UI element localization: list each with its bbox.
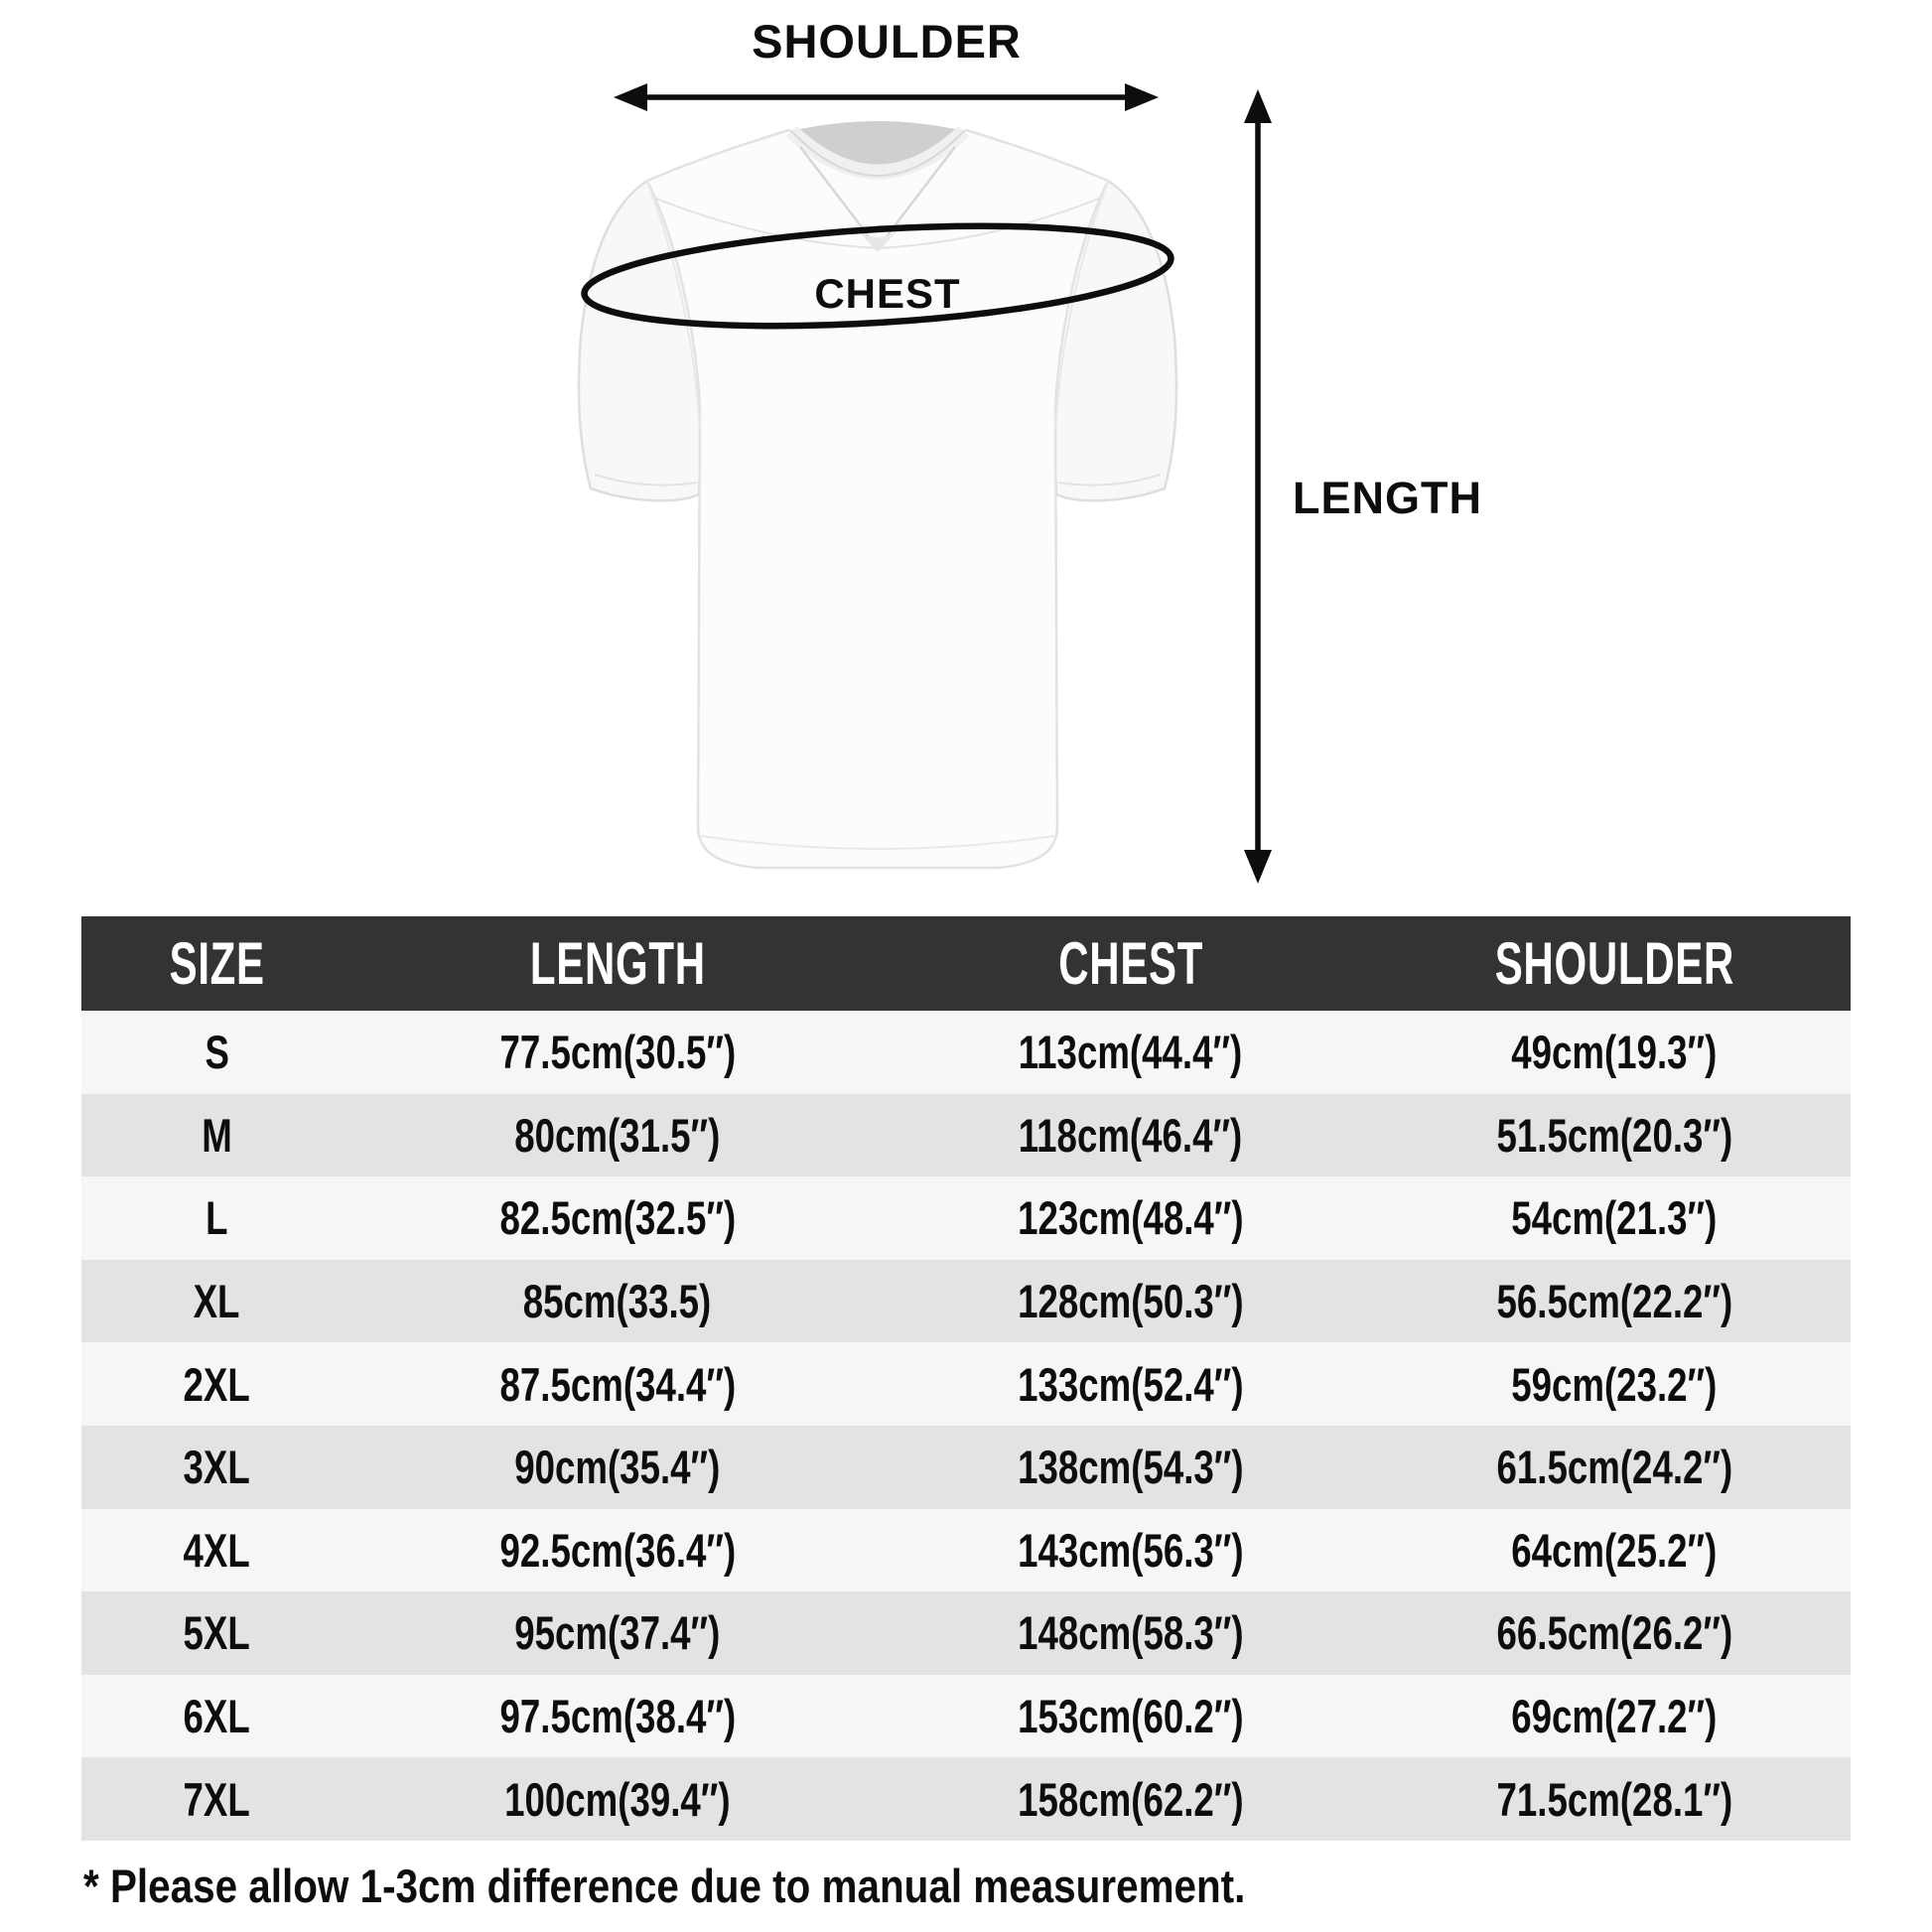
cell-chest: 123cm(48.4″) (1017, 1191, 1244, 1245)
cell-chest: 143cm(56.3″) (1017, 1523, 1244, 1577)
cell-shoulder: 56.5cm(22.2″) (1496, 1275, 1732, 1328)
jersey-measurement-diagram (0, 0, 1932, 916)
shoulder-arrow (614, 83, 1159, 111)
table-row (81, 1509, 1851, 1592)
cell-length: 77.5cm(30.5″) (499, 1026, 736, 1079)
cell-shoulder: 69cm(27.2″) (1511, 1690, 1718, 1743)
cell-chest: 158cm(62.2″) (1017, 1772, 1244, 1826)
chest-label: CHEST (814, 270, 961, 317)
table-row (81, 1675, 1851, 1758)
cell-length: 92.5cm(36.4″) (499, 1523, 736, 1577)
table-row (81, 1011, 1851, 1094)
cell-chest: 148cm(58.3″) (1017, 1606, 1244, 1660)
cell-length: 90cm(35.4″) (514, 1441, 721, 1494)
table-row (81, 1260, 1851, 1343)
header-length: LENGTH (529, 930, 706, 997)
cell-chest: 138cm(54.3″) (1017, 1441, 1244, 1494)
cell-shoulder: 51.5cm(20.3″) (1496, 1108, 1732, 1162)
cell-shoulder: 66.5cm(26.2″) (1496, 1606, 1732, 1660)
cell-chest: 118cm(46.4″) (1018, 1108, 1243, 1162)
cell-size: M (202, 1108, 232, 1162)
cell-length: 100cm(39.4″) (504, 1772, 731, 1826)
cell-shoulder: 71.5cm(28.1″) (1496, 1772, 1732, 1826)
measurement-disclaimer: * Please allow 1-3cm difference due to manual measurement. (83, 1860, 1246, 1912)
cell-length: 97.5cm(38.4″) (499, 1690, 736, 1743)
cell-shoulder: 61.5cm(24.2″) (1496, 1441, 1732, 1494)
cell-chest: 113cm(44.4″) (1018, 1026, 1243, 1079)
cell-shoulder: 54cm(21.3″) (1511, 1191, 1718, 1245)
cell-size: 2XL (183, 1357, 250, 1411)
shoulder-label: SHOULDER (752, 15, 1022, 68)
cell-size: S (205, 1026, 229, 1079)
cell-length: 87.5cm(34.4″) (499, 1357, 736, 1411)
cell-size: XL (193, 1275, 240, 1328)
table-row (81, 1426, 1851, 1509)
cell-shoulder: 59cm(23.2″) (1511, 1357, 1718, 1411)
cell-length: 80cm(31.5″) (514, 1108, 721, 1162)
table-row (81, 1176, 1851, 1260)
jersey-illustration (0, 0, 1932, 916)
size-table-header (81, 916, 1851, 1011)
cell-size: 5XL (183, 1606, 250, 1660)
cell-length: 82.5cm(32.5″) (499, 1191, 736, 1245)
cell-chest: 153cm(60.2″) (1017, 1690, 1244, 1743)
cell-shoulder: 64cm(25.2″) (1511, 1523, 1718, 1577)
header-size: SIZE (169, 930, 265, 997)
length-label: LENGTH (1293, 473, 1482, 523)
size-table (81, 916, 1851, 1841)
cell-size: 4XL (183, 1523, 250, 1577)
cell-length: 95cm(37.4″) (514, 1606, 721, 1660)
table-row (81, 1757, 1851, 1841)
cell-size: 6XL (183, 1690, 250, 1743)
header-shoulder: SHOULDER (1494, 930, 1734, 997)
cell-size: 7XL (183, 1772, 250, 1826)
cell-chest: 133cm(52.4″) (1017, 1357, 1244, 1411)
table-row (81, 1094, 1851, 1177)
cell-size: 3XL (183, 1441, 250, 1494)
cell-length: 85cm(33.5) (523, 1275, 712, 1328)
cell-shoulder: 49cm(19.3″) (1511, 1026, 1718, 1079)
cell-chest: 128cm(50.3″) (1017, 1275, 1244, 1328)
table-row (81, 1342, 1851, 1426)
cell-size: L (206, 1191, 228, 1245)
table-row (81, 1591, 1851, 1675)
header-chest: CHEST (1057, 930, 1203, 997)
length-arrow (1244, 89, 1272, 884)
